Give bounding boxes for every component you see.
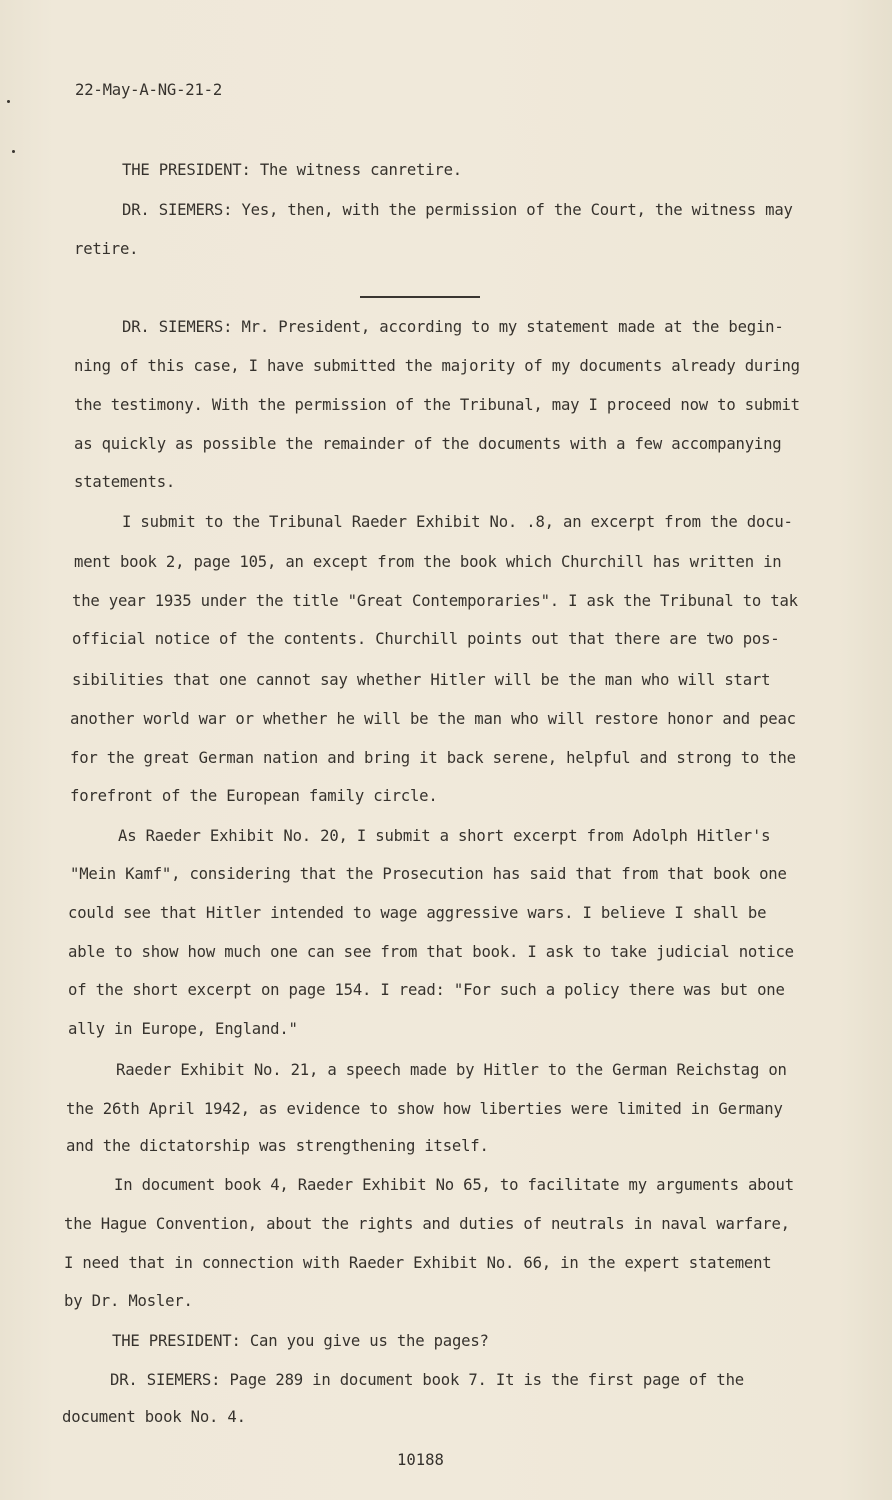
margin-mark: [7, 100, 10, 103]
text-line: by Dr. Mosler.: [64, 1292, 193, 1310]
text-line: and the dictatorship was strengthening itself.: [66, 1137, 489, 1155]
section-divider: [360, 296, 480, 298]
text-line: DR. SIEMERS: Page 289 in document book 7. It is the first page of the: [110, 1371, 744, 1389]
text-line: retire.: [74, 240, 139, 258]
text-line: the year 1935 under the title "Great Contemporaries". I ask the Tribunal to tak: [72, 592, 798, 610]
text-line: As Raeder Exhibit No. 20, I submit a short excerpt from Adolph Hitler's: [118, 827, 771, 845]
text-line: ment book 2, page 105, an except from the book which Churchill has written in: [74, 553, 782, 571]
text-line: I need that in connection with Raeder Exhibit No. 66, in the expert statement: [64, 1254, 772, 1272]
page-number: 10188: [397, 1451, 444, 1469]
text-line: of the short excerpt on page 154. I read: "For such a policy there was but one: [68, 981, 785, 999]
text-line: official notice of the contents. Churchill points out that there are two pos-: [72, 630, 780, 648]
text-line: document book No. 4.: [62, 1408, 246, 1426]
text-line: able to show how much one can see from that book. I ask to take judicial notice: [68, 943, 794, 961]
margin-mark: [12, 150, 15, 153]
text-line: THE PRESIDENT: Can you give us the pages?: [112, 1332, 489, 1350]
text-line: as quickly as possible the remainder of the documents with a few accompanying: [74, 435, 782, 453]
text-line: THE PRESIDENT: The witness canretire.: [122, 161, 462, 179]
text-line: forefront of the European family circle.: [70, 787, 438, 805]
text-line: DR. SIEMERS: Yes, then, with the permission of the Court, the witness may: [122, 201, 793, 219]
document-header: 22-May-A-NG-21-2: [75, 81, 223, 99]
text-line: DR. SIEMERS: Mr. President, according to my statement made at the begin-: [122, 318, 784, 336]
text-line: sibilities that one cannot say whether Hitler will be the man who will start: [72, 671, 771, 689]
text-line: the Hague Convention, about the rights and duties of neutrals in naval warfare,: [64, 1215, 790, 1233]
text-line: ning of this case, I have submitted the majority of my documents already during: [74, 357, 800, 375]
text-line: Raeder Exhibit No. 21, a speech made by Hitler to the German Reichstag on: [116, 1061, 787, 1079]
text-line: statements.: [74, 473, 176, 491]
text-line: the 26th April 1942, as evidence to show how liberties were limited in Germany: [66, 1100, 783, 1118]
text-line: I submit to the Tribunal Raeder Exhibit No. .8, an excerpt from the docu-: [122, 513, 793, 531]
text-line: another world war or whether he will be the man who will restore honor and peac: [70, 710, 796, 728]
text-line: ally in Europe, England.": [68, 1020, 298, 1038]
text-line: "Mein Kamf", considering that the Prosecution has said that from that book one: [70, 865, 787, 883]
text-line: could see that Hitler intended to wage aggressive wars. I believe I shall be: [68, 904, 767, 922]
text-line: the testimony. With the permission of the Tribunal, may I proceed now to submit: [74, 396, 800, 414]
text-line: In document book 4, Raeder Exhibit No 65, to facilitate my arguments about: [114, 1176, 794, 1194]
text-line: for the great German nation and bring it back serene, helpful and strong to the: [70, 749, 796, 767]
